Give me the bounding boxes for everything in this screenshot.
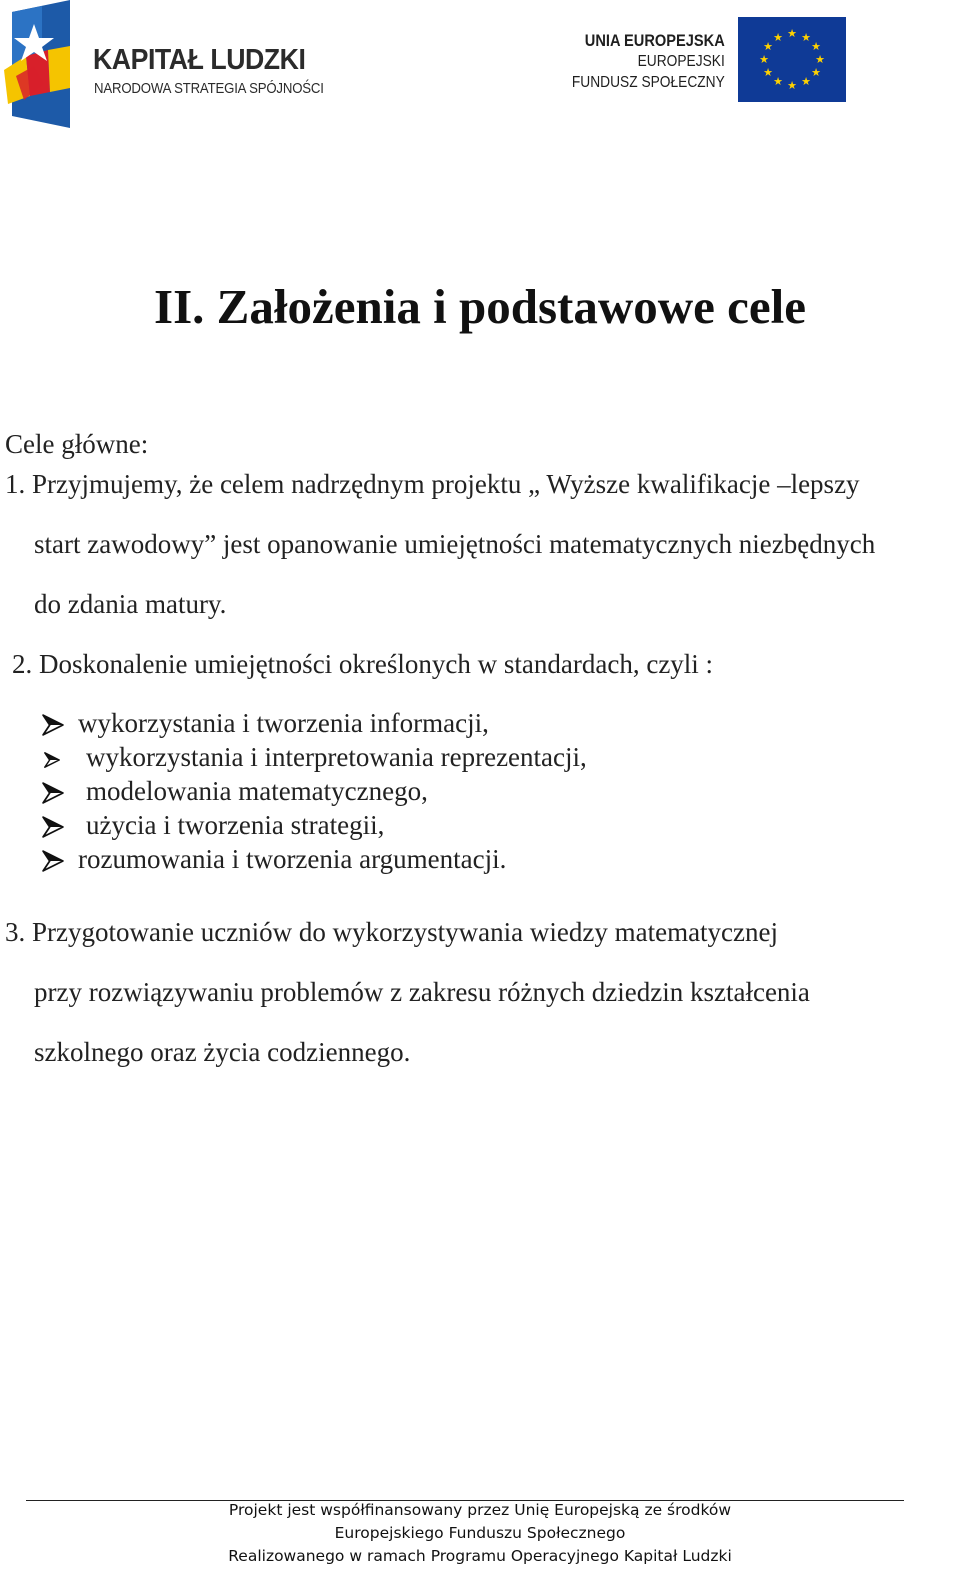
bullet-text: rozumowania i tworzenia argumentacji.: [78, 844, 507, 874]
arrowhead-bullet-icon: [42, 850, 64, 872]
ue-line-2: EUROPEJSKI: [637, 53, 725, 70]
goal-3-line-1: 3. Przygotowanie uczniów do wykorzystywania wiedzy matematycznej: [5, 917, 779, 947]
page-title: II. Założenia i podstawowe cele: [154, 279, 806, 334]
bullet-text: modelowania matematycznego,: [86, 776, 428, 806]
unia-europejska-logo-text: [572, 30, 725, 93]
goal-2-line-1: 2. Doskonalenie umiejętności określonych w standardach, czyli :: [12, 649, 714, 679]
goal-1-line-2: start zawodowy” jest opanowanie umiejętności matematycznych niezbędnych: [34, 529, 876, 559]
kapital-ludzki-subtitle: NARODOWA STRATEGIA SPÓJNOŚCI: [94, 80, 324, 97]
goal-3-line-2: przy rozwiązywaniu problemów z zakresu różnych dziedzin kształcenia: [34, 977, 810, 1007]
svg-text:★: ★: [801, 31, 811, 44]
footer-line-3: Realizowanego w ramach Programu Operacyjnego Kapitał Ludzki: [228, 1547, 732, 1565]
kapital-ludzki-title: KAPITAŁ LUDZKI: [93, 44, 306, 76]
footer-line-1: Projekt jest współfinansowany przez Unię Europejską ze środków: [228, 1501, 732, 1519]
bullet-text: użycia i tworzenia strategii,: [86, 810, 385, 840]
eu-flag-icon: [738, 17, 846, 102]
bullet-text: wykorzystania i tworzenia informacji,: [78, 708, 489, 738]
goal-1-line-3: do zdania matury.: [34, 589, 227, 619]
kapital-ludzki-star-icon: [4, 0, 74, 130]
svg-text:★: ★: [763, 40, 773, 53]
bullet-text: wykorzystania i interpretowania reprezentacji,: [86, 742, 587, 772]
intro-label: Cele główne:: [5, 429, 149, 459]
footer-line-2: Europejskiego Funduszu Społecznego: [334, 1524, 626, 1542]
svg-text:★: ★: [759, 53, 769, 66]
svg-text:★: ★: [773, 75, 783, 88]
arrowhead-bullet-icon: [44, 752, 60, 768]
arrowhead-bullet-icon: [42, 816, 64, 838]
svg-text:★: ★: [773, 31, 783, 44]
svg-text:★: ★: [787, 27, 797, 40]
svg-text:★: ★: [763, 66, 773, 79]
svg-text:★: ★: [815, 53, 825, 66]
arrowhead-bullet-icon: [42, 782, 64, 804]
ue-line-3: FUNDUSZ SPOŁECZNY: [572, 74, 725, 91]
svg-text:★: ★: [811, 66, 821, 79]
svg-text:★: ★: [801, 75, 811, 88]
ue-line-1: UNIA EUROPEJSKA: [584, 31, 725, 50]
svg-text:★: ★: [787, 79, 797, 92]
goal-1-line-1: 1. Przyjmujemy, że celem nadrzędnym projektu „ Wyższe kwalifikacje –lepszy: [5, 469, 860, 499]
kapital-ludzki-logo: [4, 0, 334, 132]
svg-text:★: ★: [811, 40, 821, 53]
goal-3-line-3: szkolnego oraz życia codziennego.: [34, 1037, 411, 1067]
arrowhead-bullet-icon: [42, 714, 64, 736]
